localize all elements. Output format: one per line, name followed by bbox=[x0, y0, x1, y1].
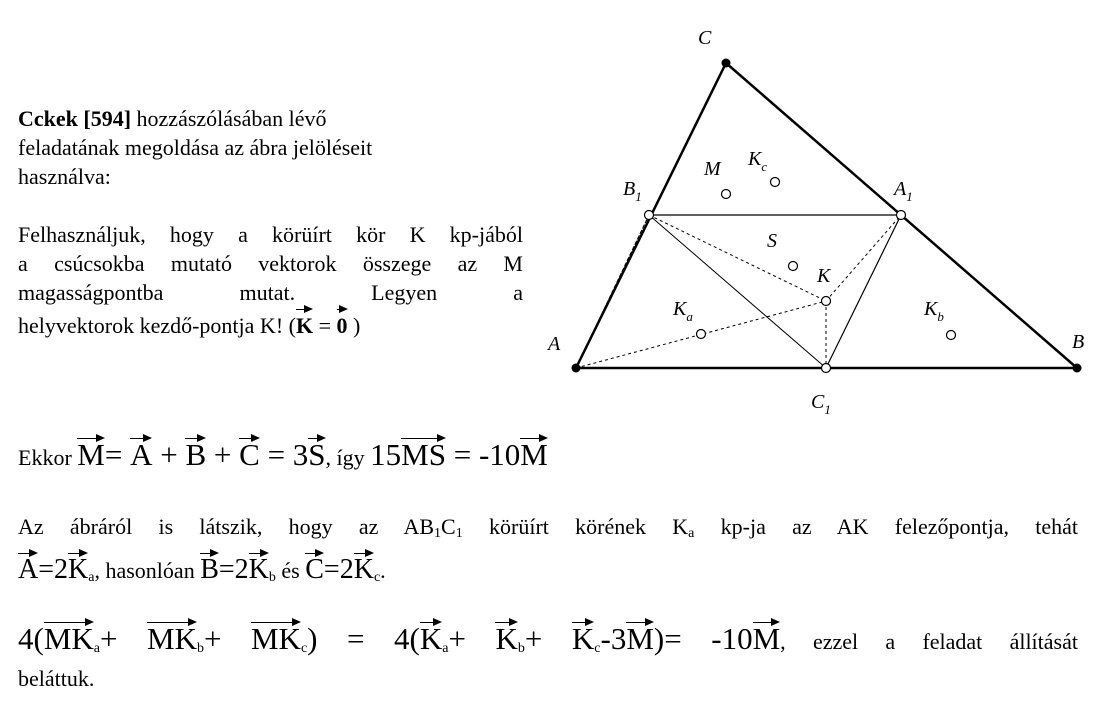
intro-line-5: a csúcsokba mutató vektorok összege az M bbox=[18, 251, 523, 276]
dash-k-a1 bbox=[826, 215, 901, 301]
label-ka: $K_a$ bbox=[673, 298, 693, 324]
point-m bbox=[722, 190, 731, 199]
para2-line-1: Az ábráról is látszik, hogy az AB1C1 körüírt körének Ka kp-ja az AK felezőpontja, tehát bbox=[18, 514, 1078, 541]
triangle-figure bbox=[540, 15, 1100, 425]
paragraph-2 bbox=[18, 512, 1078, 593]
label-c: C bbox=[698, 27, 712, 49]
vector-zero: 0 bbox=[337, 307, 348, 340]
para2-line-2: A=2Ka, hasonlóan B=2Kb és C=2Kc. bbox=[18, 551, 1078, 593]
point-ka bbox=[697, 330, 706, 339]
label-s: S bbox=[767, 230, 777, 252]
intro-line-3: használva: bbox=[18, 164, 111, 189]
para3-line-1: 4(MKa+ MKb+ MKc) = 4(Ka+ Kb+ Kc-3M)= -10M, ezzel a feladat állítását bbox=[18, 621, 1078, 656]
label-a1: $A_1$ bbox=[894, 178, 913, 204]
point-kc bbox=[771, 178, 780, 187]
point-a1 bbox=[897, 211, 906, 220]
vertex-a bbox=[572, 364, 581, 373]
intro-line-6: magasságpontba mutat. Legyen a bbox=[18, 280, 523, 305]
point-b1 bbox=[645, 211, 654, 220]
intro-line-2: feladatának megoldása az ábra jelöléseit bbox=[18, 135, 373, 160]
vertex-c bbox=[722, 59, 731, 68]
point-c1 bbox=[822, 364, 831, 373]
paragraph-3 bbox=[18, 620, 1078, 694]
label-k: K bbox=[817, 265, 831, 287]
author-ref: Cckek [594] bbox=[18, 106, 132, 131]
label-b: B bbox=[1072, 331, 1085, 353]
vector-k: K bbox=[296, 307, 313, 340]
intro-line-4: Felhasználjuk, hogy a körüírt kör K kp-jából bbox=[18, 222, 523, 247]
point-kb bbox=[947, 331, 956, 340]
label-a: A bbox=[548, 333, 561, 355]
label-b1: $B_1$ bbox=[623, 178, 642, 204]
vertex-b bbox=[1073, 364, 1082, 373]
dash-b1-k bbox=[649, 215, 826, 301]
intro-line-1: hozzászólásában lévő bbox=[136, 106, 327, 131]
label-m: M bbox=[704, 158, 721, 180]
point-k bbox=[822, 297, 831, 306]
point-s bbox=[789, 262, 798, 271]
para3-line-2: beláttuk. bbox=[18, 666, 95, 691]
equation-line-1: Ekkor M= A + B + C = 3S, így 15MS = -10M bbox=[18, 437, 548, 472]
intro-line-7: helyvektorok kezdő-pontja K! (K = 0 ) bbox=[18, 307, 523, 340]
label-kb: $K_b$ bbox=[924, 298, 944, 324]
intro-text bbox=[18, 104, 523, 340]
label-c1: $C_1$ bbox=[811, 391, 831, 417]
label-kc: $K_c$ bbox=[748, 148, 768, 174]
